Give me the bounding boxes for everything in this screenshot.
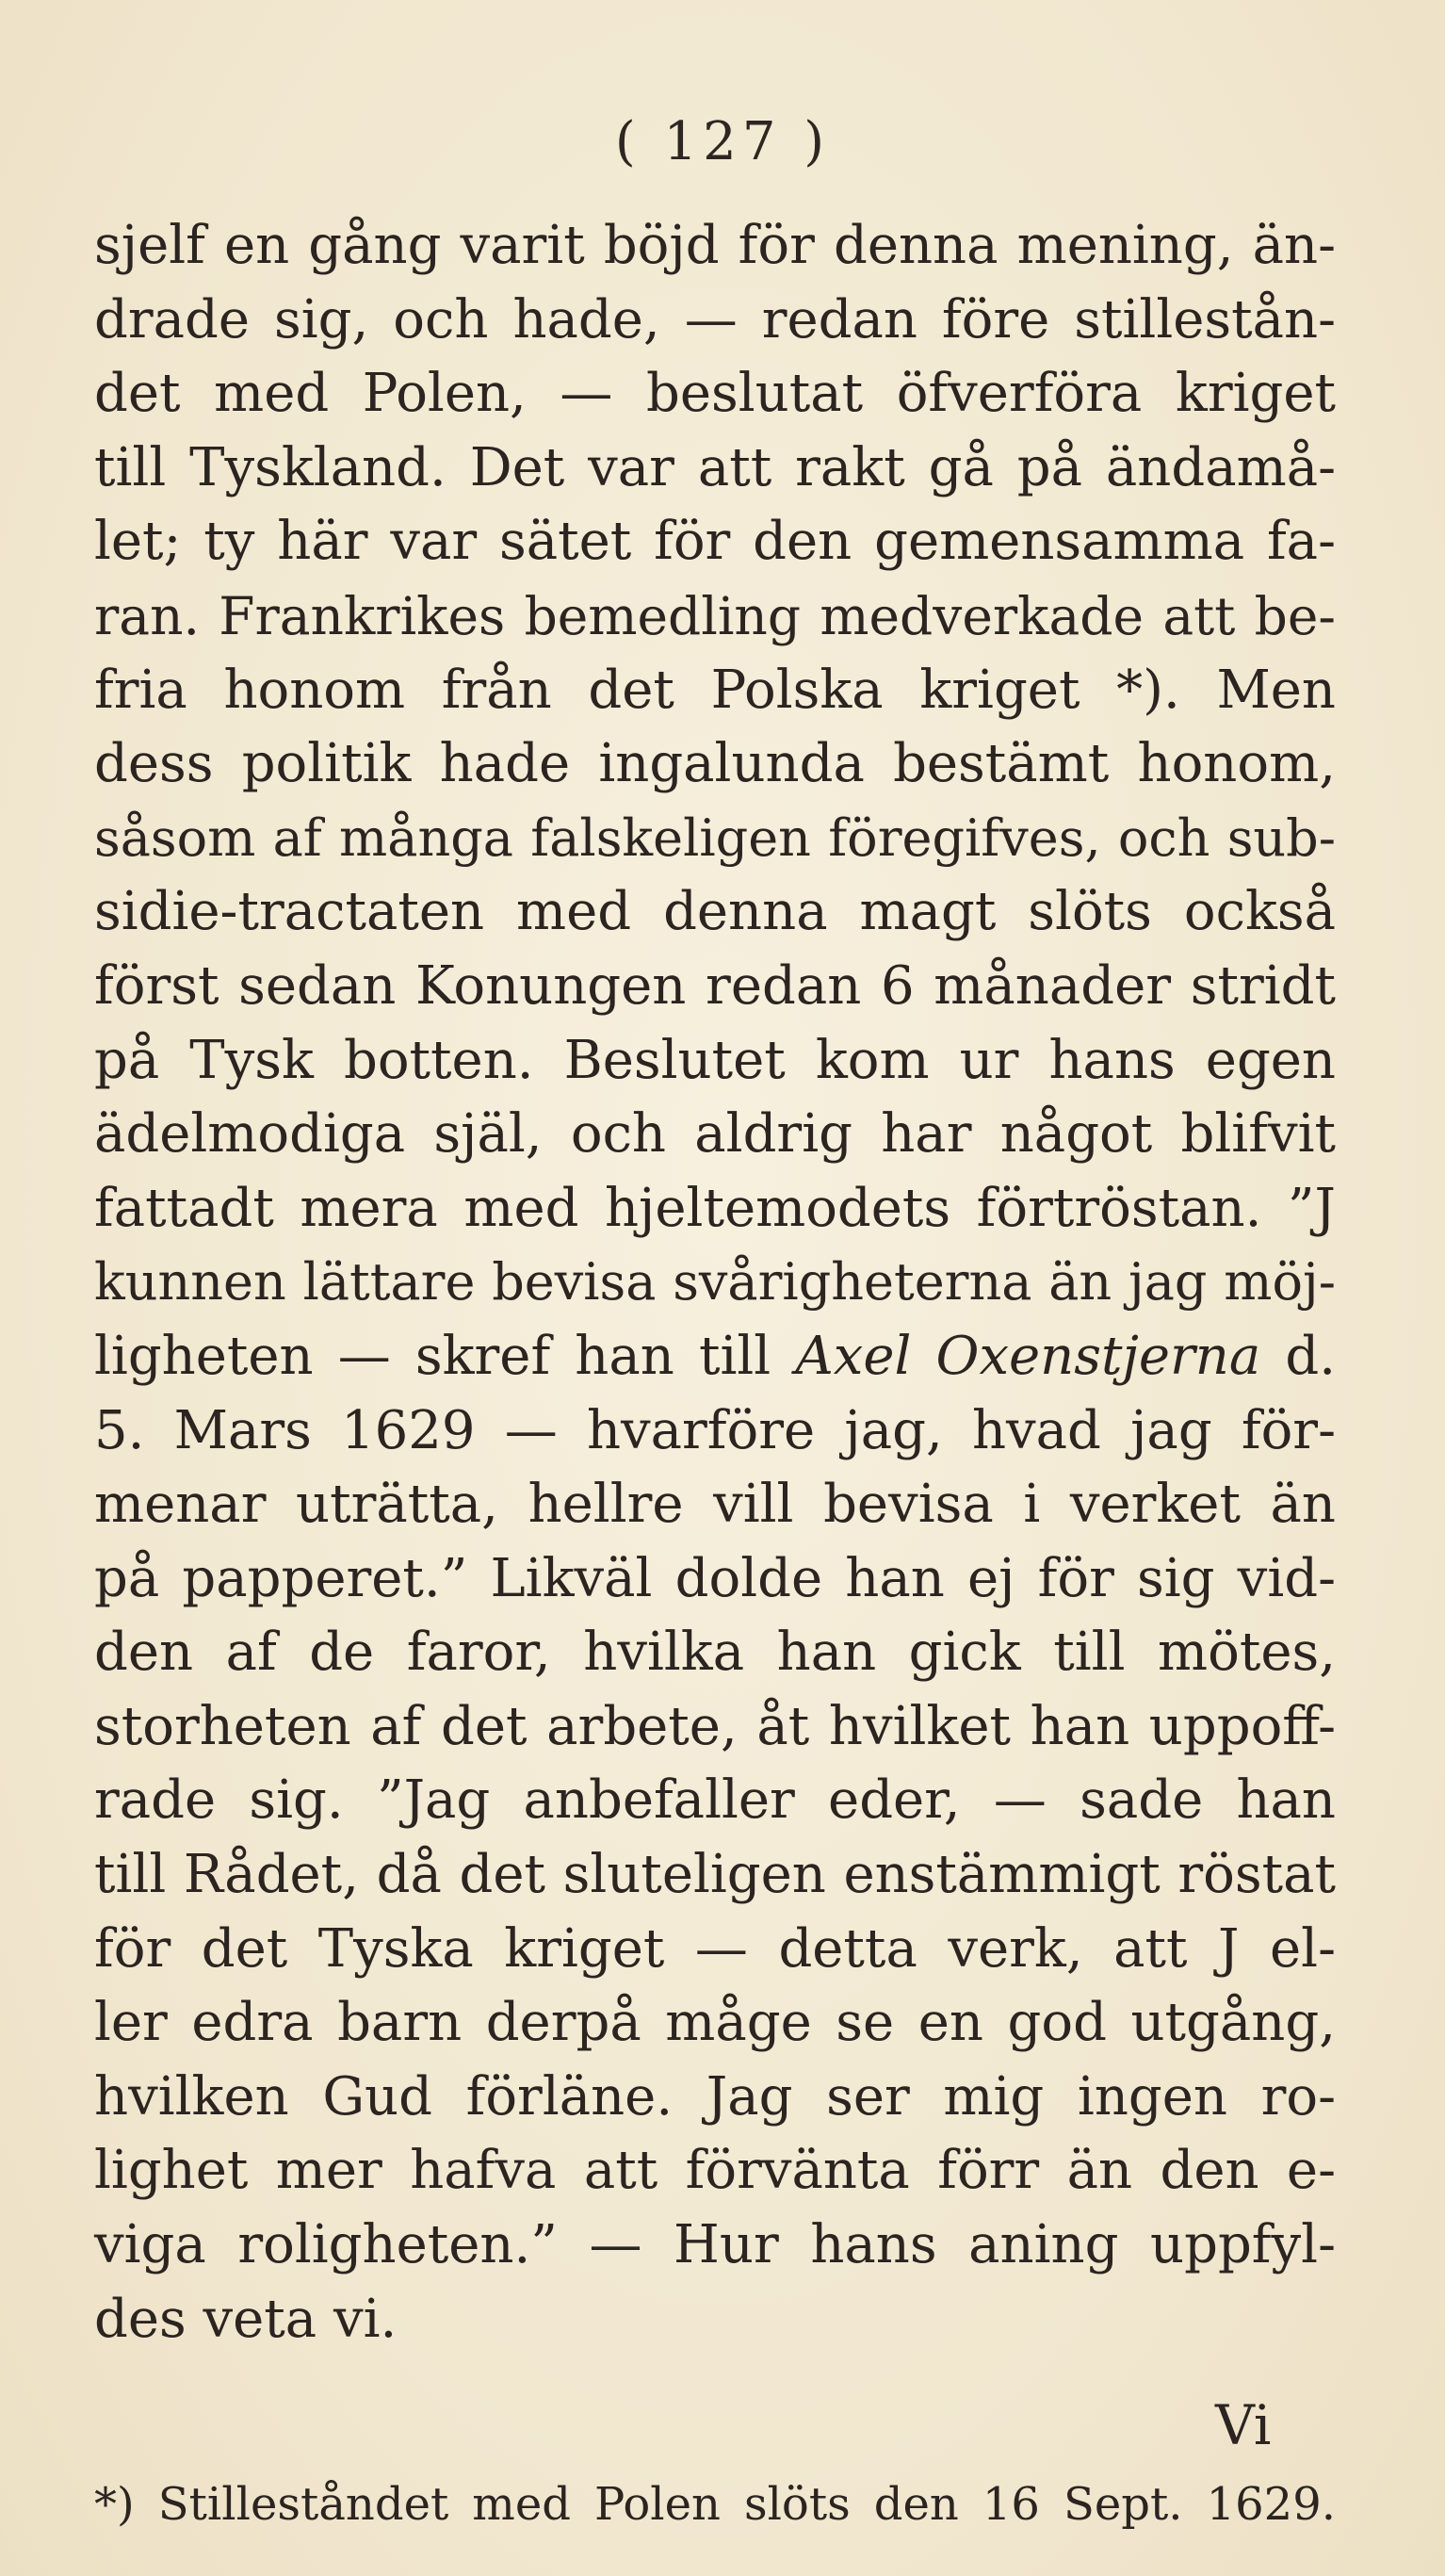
text-line: ler edra barn derpå måge se en god utgång,	[94, 1992, 1336, 2054]
text-line: sjelf en gång varit böjd för denna mening, än-	[94, 215, 1336, 276]
text-line: fattadt mera med hjeltemodets förtröstan. ”J	[94, 1177, 1336, 1239]
text-line: ligheten — skref han till Axel Oxenstjerna d.	[94, 1325, 1337, 1387]
catchword: Vi	[1215, 2393, 1272, 2457]
footnote: *) Stilleståndet med Polen slöts den 16 Sept. 1629.	[94, 2478, 1336, 2531]
text-line: rade sig. ”Jag anbefaller eder, — sade han	[94, 1769, 1336, 1832]
text-line: let; ty här var sätet för den gemensamma fa-	[94, 511, 1336, 573]
italic-name: Axel Oxenstjerna	[795, 1325, 1261, 1387]
text-line: till Rådet, då det sluteligen enstämmigt röstat	[94, 1844, 1336, 1906]
text-line: fria honom från det Polska kriget *). Men	[94, 659, 1336, 721]
text-line: sidie-tractaten med denna magt slöts också	[94, 881, 1336, 943]
text-line: det med Polen, — beslutat öfverföra kriget	[94, 363, 1336, 425]
text-line: ädelmodiga själ, och aldrig har något blifvit	[94, 1103, 1336, 1166]
text-line: på papperet.” Likväl dolde han ej för sig vid-	[94, 1547, 1336, 1609]
text-line: lighet mer hafva att förvänta förr än den e-	[94, 2140, 1336, 2202]
text-line: viga roligheten.” — Hur hans aning uppfyl-	[94, 2214, 1336, 2276]
text-line: kunnen lättare bevisa svårigheterna än jag möj-	[94, 1252, 1336, 1312]
text-line: ran. Frankrikes bemedling medverkade att be-	[94, 585, 1336, 646]
text-line: des veta vi.	[94, 2288, 398, 2350]
text-line: för det Tyska kriget — detta verk, att J el-	[94, 1917, 1336, 1980]
text-line: drade sig, och hade, — redan före stillestån-	[94, 288, 1336, 351]
text-line: till Tyskland. Det var att rakt gå på ändamå-	[94, 436, 1336, 498]
text-line: storheten af det arbete, åt hvilket han uppoff-	[94, 1695, 1336, 1757]
text-line: såsom af många falskeligen föregifves, och sub-	[94, 807, 1336, 868]
text-line: den af de faror, hvilka han gick till mötes,	[94, 1622, 1336, 1684]
text-line: först sedan Konungen redan 6 månader stridt	[94, 954, 1336, 1017]
text-line: hvilken Gud förläne. Jag ser mig ingen ro-	[94, 2065, 1336, 2128]
text-line: dess politik hade ingalunda bestämt honom,	[94, 733, 1336, 795]
page-number: ( 127 )	[614, 111, 831, 172]
text-line: 5. Mars 1629 — hvarföre jag, hvad jag för-	[94, 1399, 1336, 1461]
body-text	[94, 209, 1336, 2356]
text-line: på Tysk botten. Beslutet kom ur hans egen	[94, 1029, 1336, 1091]
text-line: menar uträtta, hellre vill bevisa i verket än	[94, 1474, 1336, 1536]
